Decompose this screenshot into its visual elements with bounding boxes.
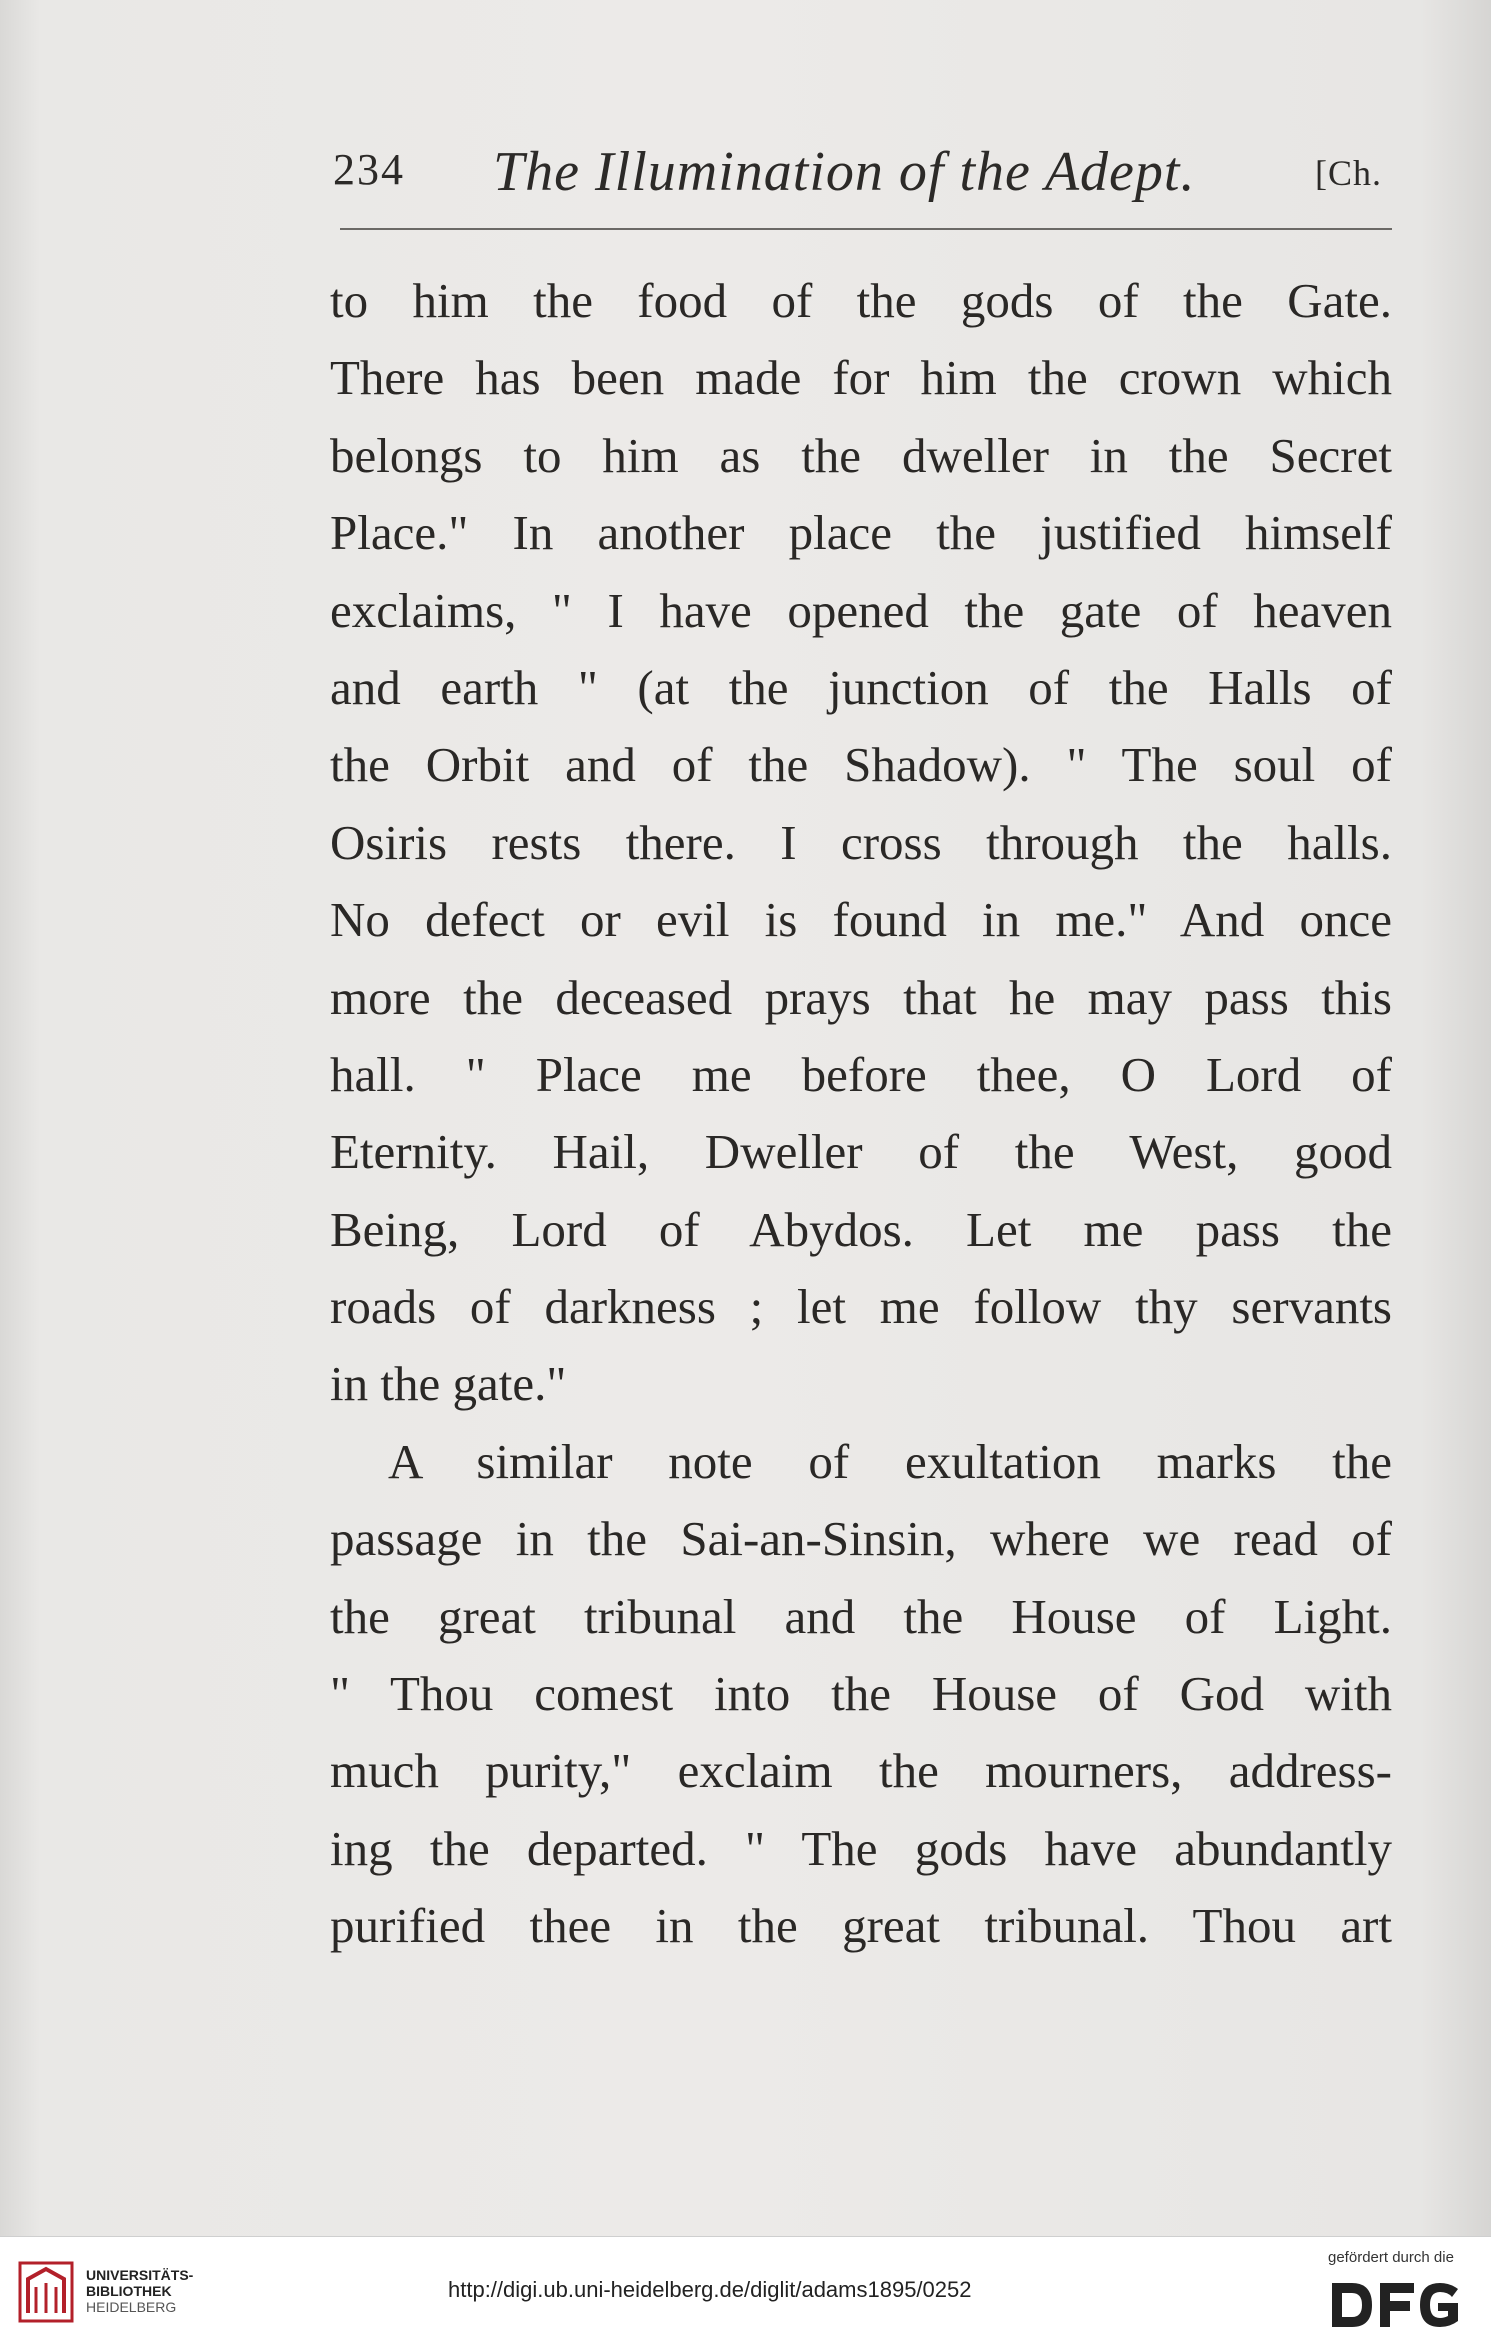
text-line: purified thee in the great tribunal. Thou art <box>330 1898 1392 1954</box>
text-line: much purity," exclaim the mourners, address- <box>330 1743 1392 1799</box>
text-line: Osiris rests there. I cross through the halls. <box>330 814 1392 870</box>
text-line: No defect or evil is found in me." And once <box>330 892 1392 948</box>
header-rule <box>340 228 1392 230</box>
body-text <box>330 262 1392 1965</box>
text-line: and earth " (at the junction of the Halls of <box>330 659 1392 715</box>
dfg-logo-icon <box>1326 2275 1466 2335</box>
text-line: Being, Lord of Abydos. Let me pass the <box>330 1201 1392 1257</box>
permalink-url[interactable]: http://digi.ub.uni-heidelberg.de/diglit/adams1895/0252 <box>448 2277 972 2302</box>
library-name <box>86 2267 193 2315</box>
text-line: exclaims, " I have opened the gate of heaven <box>330 582 1392 638</box>
text-line: A similar note of exultation marks the <box>388 1433 1392 1489</box>
running-header <box>333 140 1393 220</box>
text-line: Place." In another place the justified himself <box>330 505 1392 561</box>
text-line: passage in the Sai-an-Sinsin, where we read of <box>330 1511 1392 1567</box>
page-number: 234 <box>333 145 405 194</box>
library-name-line: HEIDELBERG <box>86 2299 177 2315</box>
library-logo-icon <box>14 2257 78 2327</box>
text-line: " Thou comest into the House of God with <box>330 1666 1392 1722</box>
text-line: There has been made for him the crown which <box>330 350 1392 406</box>
text-line: ing the departed. " The gods have abundantly <box>330 1820 1392 1876</box>
text-line: in the gate." <box>330 1356 567 1412</box>
text-line: Eternity. Hail, Dweller of the West, good <box>330 1124 1392 1180</box>
text-line: roads of darkness ; let me follow thy servants <box>330 1279 1392 1335</box>
library-name-line: BIBLIOTHEK <box>86 2283 172 2299</box>
text-line: hall. " Place me before thee, O Lord of <box>330 1046 1392 1102</box>
digitization-footer <box>0 2236 1491 2345</box>
text-line: to him the food of the gods of the Gate. <box>330 273 1392 328</box>
library-name-line: UNIVERSITÄTS- <box>86 2267 194 2283</box>
text-line: more the deceased prays that he may pass this <box>330 969 1392 1025</box>
chapter-mark: [Ch. <box>1315 153 1382 193</box>
funder-caption: gefördert durch die <box>1328 2249 1454 2266</box>
text-line: the great tribunal and the House of Light. <box>330 1588 1392 1644</box>
running-title: The Illumination of the Adept. <box>493 141 1196 203</box>
text-line: belongs to him as the dweller in the Secret <box>330 427 1392 483</box>
text-line: the Orbit and of the Shadow). " The soul of <box>330 737 1392 793</box>
